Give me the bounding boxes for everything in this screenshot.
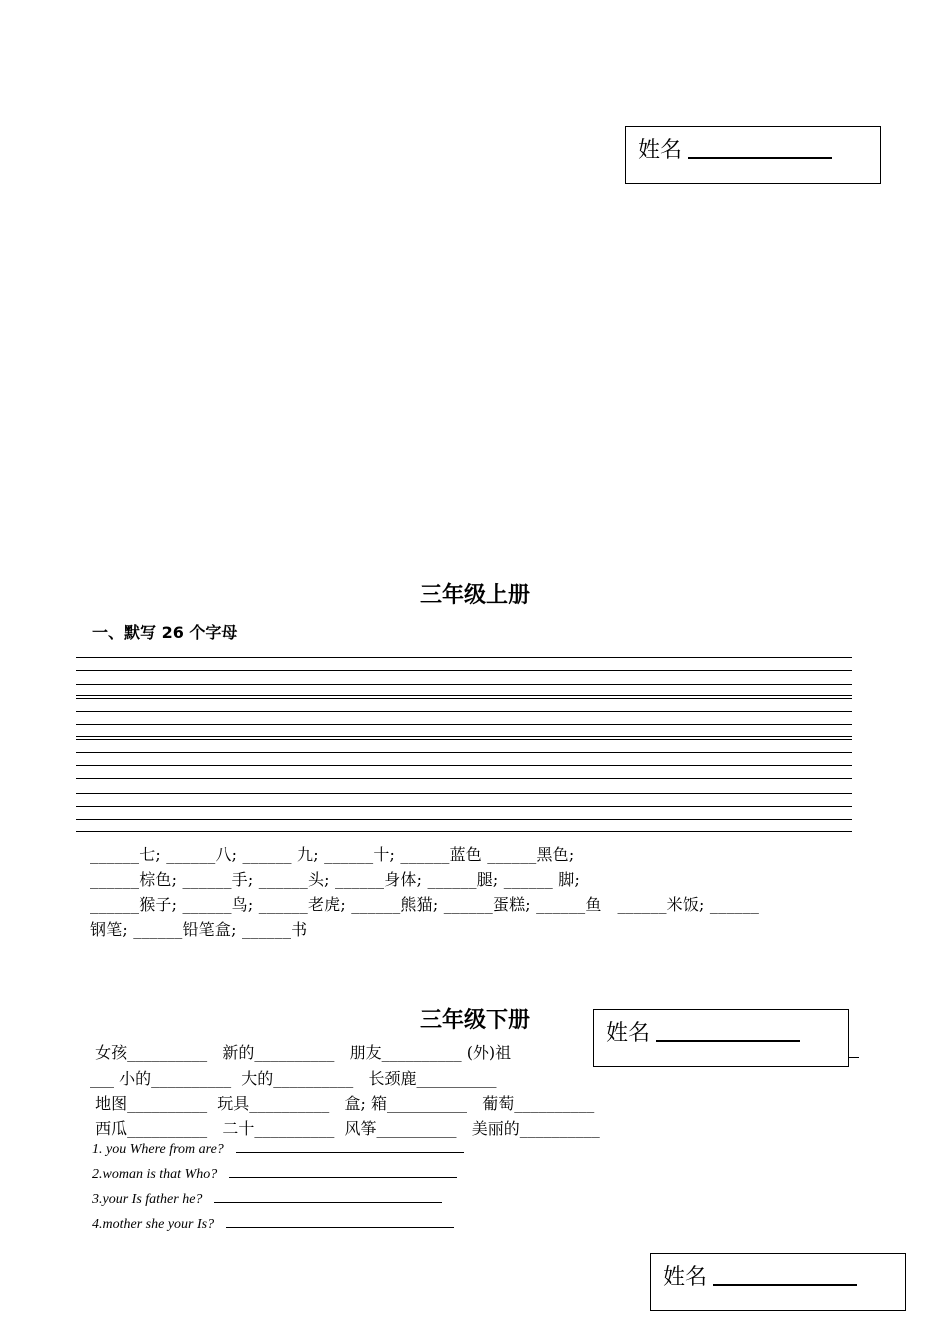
name-label: 姓名 [663, 1265, 708, 1290]
name-blank[interactable] [713, 1284, 857, 1286]
answer-blank[interactable] [214, 1190, 442, 1203]
writing-rule [76, 670, 852, 671]
writing-rule [76, 765, 852, 766]
reorder-sentence [92, 1215, 454, 1233]
vocab-line: 西瓜__________ 二十__________ 风筝__________ 美丽的__________ [90, 1119, 600, 1138]
sentence-text: 2.woman is that Who? [92, 1167, 218, 1182]
vocab-line: 女孩__________ 新的__________ 朋友__________ (外)祖 [90, 1043, 512, 1062]
writing-rule [76, 657, 852, 658]
writing-rule [76, 724, 852, 725]
name-label: 姓名 [638, 138, 683, 163]
vocab-line: ___ 小的__________ 大的__________ 长颈鹿__________ [90, 1069, 497, 1088]
name-blank[interactable] [656, 1040, 800, 1042]
alphabet-heading: 一、默写 26 个字母 [92, 623, 238, 642]
name-box-3 [650, 1253, 906, 1311]
writing-rule [76, 793, 852, 794]
reorder-sentence [92, 1140, 464, 1158]
writing-rule [76, 778, 852, 779]
writing-rule [76, 711, 852, 712]
writing-rule [76, 684, 852, 685]
name-box-2 [593, 1009, 849, 1067]
writing-rule [76, 736, 852, 737]
sentence-text: 4.mother she your Is? [92, 1217, 215, 1232]
vocab-line: ______七; ______八; ______ 九; ______十; ______蓝色 ______黑色; [90, 845, 575, 864]
writing-rule [76, 831, 852, 832]
lower-title: 三年级下册 [419, 1008, 530, 1033]
writing-rule [76, 739, 852, 740]
answer-blank[interactable] [229, 1165, 457, 1178]
upper-title: 三年级上册 [419, 583, 530, 608]
name-blank[interactable] [688, 157, 832, 159]
sentence-text: 3.your Is father he? [92, 1192, 203, 1207]
writing-rule [76, 819, 852, 820]
writing-rule [76, 806, 852, 807]
answer-blank[interactable] [226, 1215, 454, 1228]
name-label: 姓名 [606, 1021, 651, 1046]
vocab-line: 地图__________ 玩具__________ 盒; 箱__________ 葡萄__________ [90, 1094, 595, 1113]
reorder-sentence [92, 1165, 457, 1183]
writing-rule [76, 752, 852, 753]
vocab-line: ______猴子; ______鸟; ______老虎; ______熊猫; ______蛋糕; ______鱼 ______米饭; ______ [90, 895, 760, 914]
writing-rule [76, 698, 852, 699]
sentence-text: 1. you Where from are? [92, 1142, 224, 1157]
vocab-line: 钢笔; ______铅笔盒; ______书 [90, 920, 308, 939]
reorder-sentence [92, 1190, 442, 1208]
name-box-1 [625, 126, 881, 184]
writing-rule [76, 695, 852, 696]
vocab-line: ______棕色; ______手; ______头; ______身体; ______腿; ______ 脚; [90, 870, 581, 889]
answer-blank[interactable] [236, 1140, 464, 1153]
